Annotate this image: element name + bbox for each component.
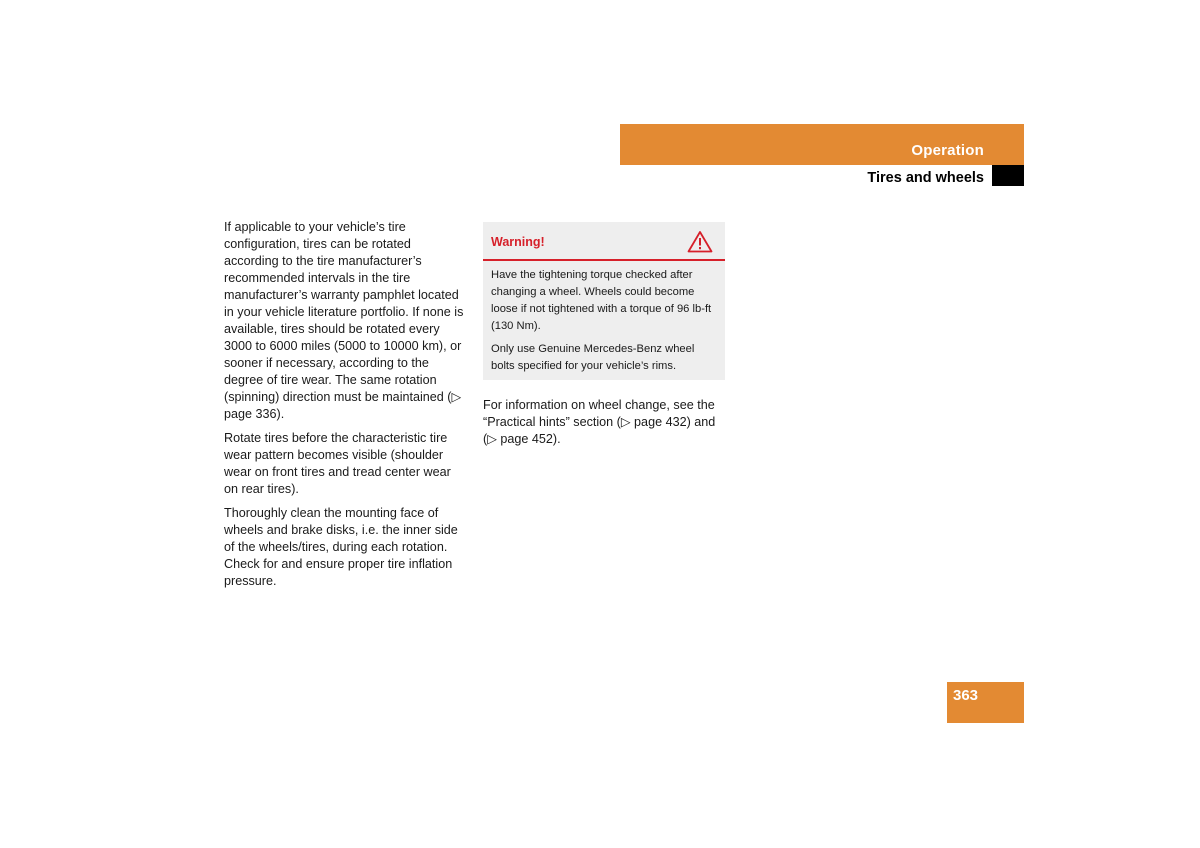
warning-paragraph: Have the tightening torque checked after changing a wheel. Wheels could become loose if not tightened with a torque of 96 lb-ft (130 Nm).	[491, 269, 712, 332]
body-paragraph: Rotate tires before the characteristic tire wear pattern becomes visible (shoulder wear on front tires and tread center wear on rear tires).	[224, 431, 451, 496]
warning-header	[483, 222, 725, 261]
body-paragraph: For information on wheel change, see the “Practical hints” section (▷ page 432) and (▷ page 452).	[483, 398, 716, 446]
body-paragraph: Thoroughly clean the mounting face of wheels and brake disks, i.e. the inner side of the wheels/tires, during each rotation. Check for and ensure proper tire inflation pressure.	[224, 506, 458, 588]
body-paragraph: If applicable to your vehicle’s tire configuration, tires can be rotated according to the tire manufacturer’s recommended intervals in the tire manufacturer’s warranty pamphlet located in your vehicle literature portfolio. If none is available, tires should be rotated every 3000 to 6000 miles (5000 to 10000 km), or sooner if necessary, according to the degree of tire wear. The same rotation (spinning) direction must be maintained (▷ page 336).	[224, 220, 464, 421]
warning-paragraph: Only use Genuine Mercedes-Benz wheel bolts specified for your vehicle’s rims.	[491, 343, 695, 372]
page-number: 363	[953, 687, 979, 704]
subsection-title: Tires and wheels	[867, 170, 984, 186]
warning-title: Warning!	[491, 235, 545, 249]
warning-box	[483, 222, 725, 380]
right-column	[483, 397, 727, 455]
warning-triangle-icon	[687, 230, 713, 253]
page-number-box	[947, 682, 1024, 723]
section-marker-tab	[992, 165, 1024, 186]
left-column	[224, 219, 468, 597]
section-header-bar	[620, 124, 1024, 165]
section-title: Operation	[911, 142, 984, 159]
warning-body	[491, 267, 719, 381]
